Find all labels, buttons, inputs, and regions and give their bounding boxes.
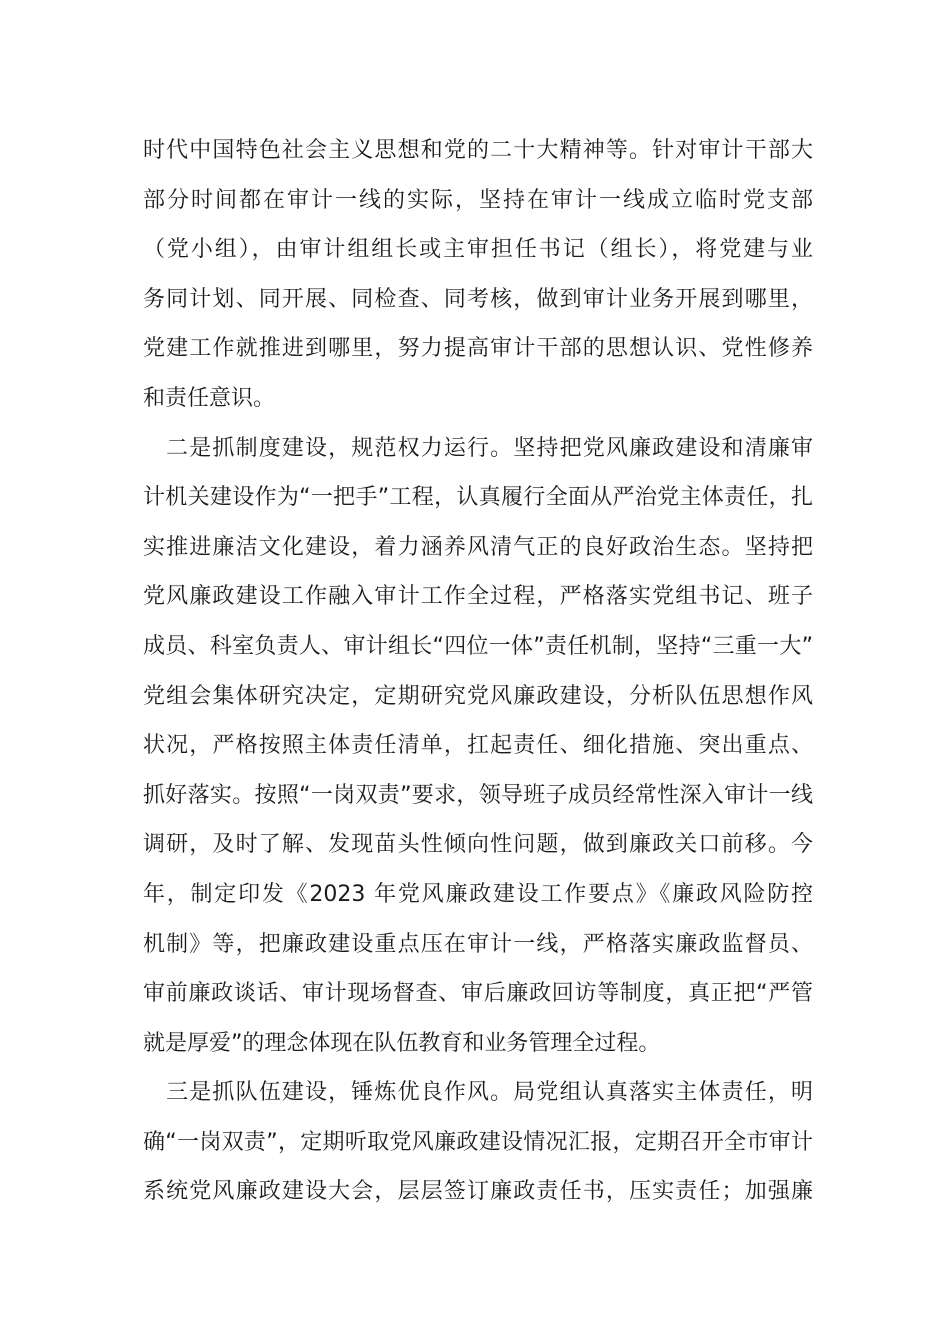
text-line: 部分时间都在审计一线的实际，坚持在审计一线成立临时党支部 bbox=[143, 187, 813, 213]
text-line: 三是抓队伍建设，锤炼优良作风。局党组认真落实主体责任，明 bbox=[143, 1080, 813, 1106]
text-line: 党建工作就推进到哪里，努力提高审计干部的思想认识、党性修养 bbox=[143, 336, 813, 362]
text-line: 状况，严格按照主体责任清单，扛起责任、细化措施、突出重点、 bbox=[143, 733, 813, 759]
document-body bbox=[143, 126, 813, 1217]
text-line: 时代中国特色社会主义思想和党的二十大精神等。针对审计干部大 bbox=[143, 138, 813, 163]
text-line: 确“一岗双责”，定期听取党风廉政建设情况汇报，定期召开全市审计 bbox=[143, 1129, 813, 1155]
text-line: 成员、科室负责人、审计组长“四位一体”责任机制，坚持“三重一大” bbox=[143, 633, 813, 659]
text-line: 和责任意识。 bbox=[143, 385, 276, 411]
text-line: 党组会集体研究决定，定期研究党风廉政建设，分析队伍思想作风 bbox=[143, 683, 813, 709]
text-line: 计机关建设作为“一把手”工程，认真履行全面从严治党主体责任，扎 bbox=[143, 485, 813, 511]
text-line: 党风廉政建设工作融入审计工作全过程，严格落实党组书记、班子 bbox=[143, 584, 813, 610]
text-line: 机制》等，把廉政建设重点压在审计一线，严格落实廉政监督员、 bbox=[143, 931, 813, 957]
text-line: 系统党风廉政建设大会，层层签订廉政责任书，压实责任；加强廉 bbox=[143, 1179, 813, 1205]
text-line: 年，制定印发《2023 年党风廉政建设工作要点》《廉政风险防控 bbox=[143, 881, 813, 907]
text-line: 就是厚爱”的理念体现在队伍教育和业务管理全过程。 bbox=[143, 1030, 661, 1056]
text-line: 实推进廉洁文化建设，着力涵养风清气正的良好政治生态。坚持把 bbox=[143, 534, 813, 560]
text-line: 抓好落实。按照“一岗双责”要求，领导班子成员经常性深入审计一线 bbox=[143, 782, 813, 808]
text-line: 务同计划、同开展、同检查、同考核，做到审计业务开展到哪里， bbox=[143, 286, 813, 312]
text-line: （党小组），由审计组组长或主审担任书记（组长），将党建与业 bbox=[143, 237, 813, 263]
text-line: 审前廉政谈话、审计现场督查、审后廉政回访等制度，真正把“严管 bbox=[143, 981, 813, 1007]
text-line: 调研，及时了解、发现苗头性倾向性问题，做到廉政关口前移。今 bbox=[143, 832, 813, 858]
text-line: 二是抓制度建设，规范权力运行。坚持把党风廉政建设和清廉审 bbox=[143, 435, 813, 461]
